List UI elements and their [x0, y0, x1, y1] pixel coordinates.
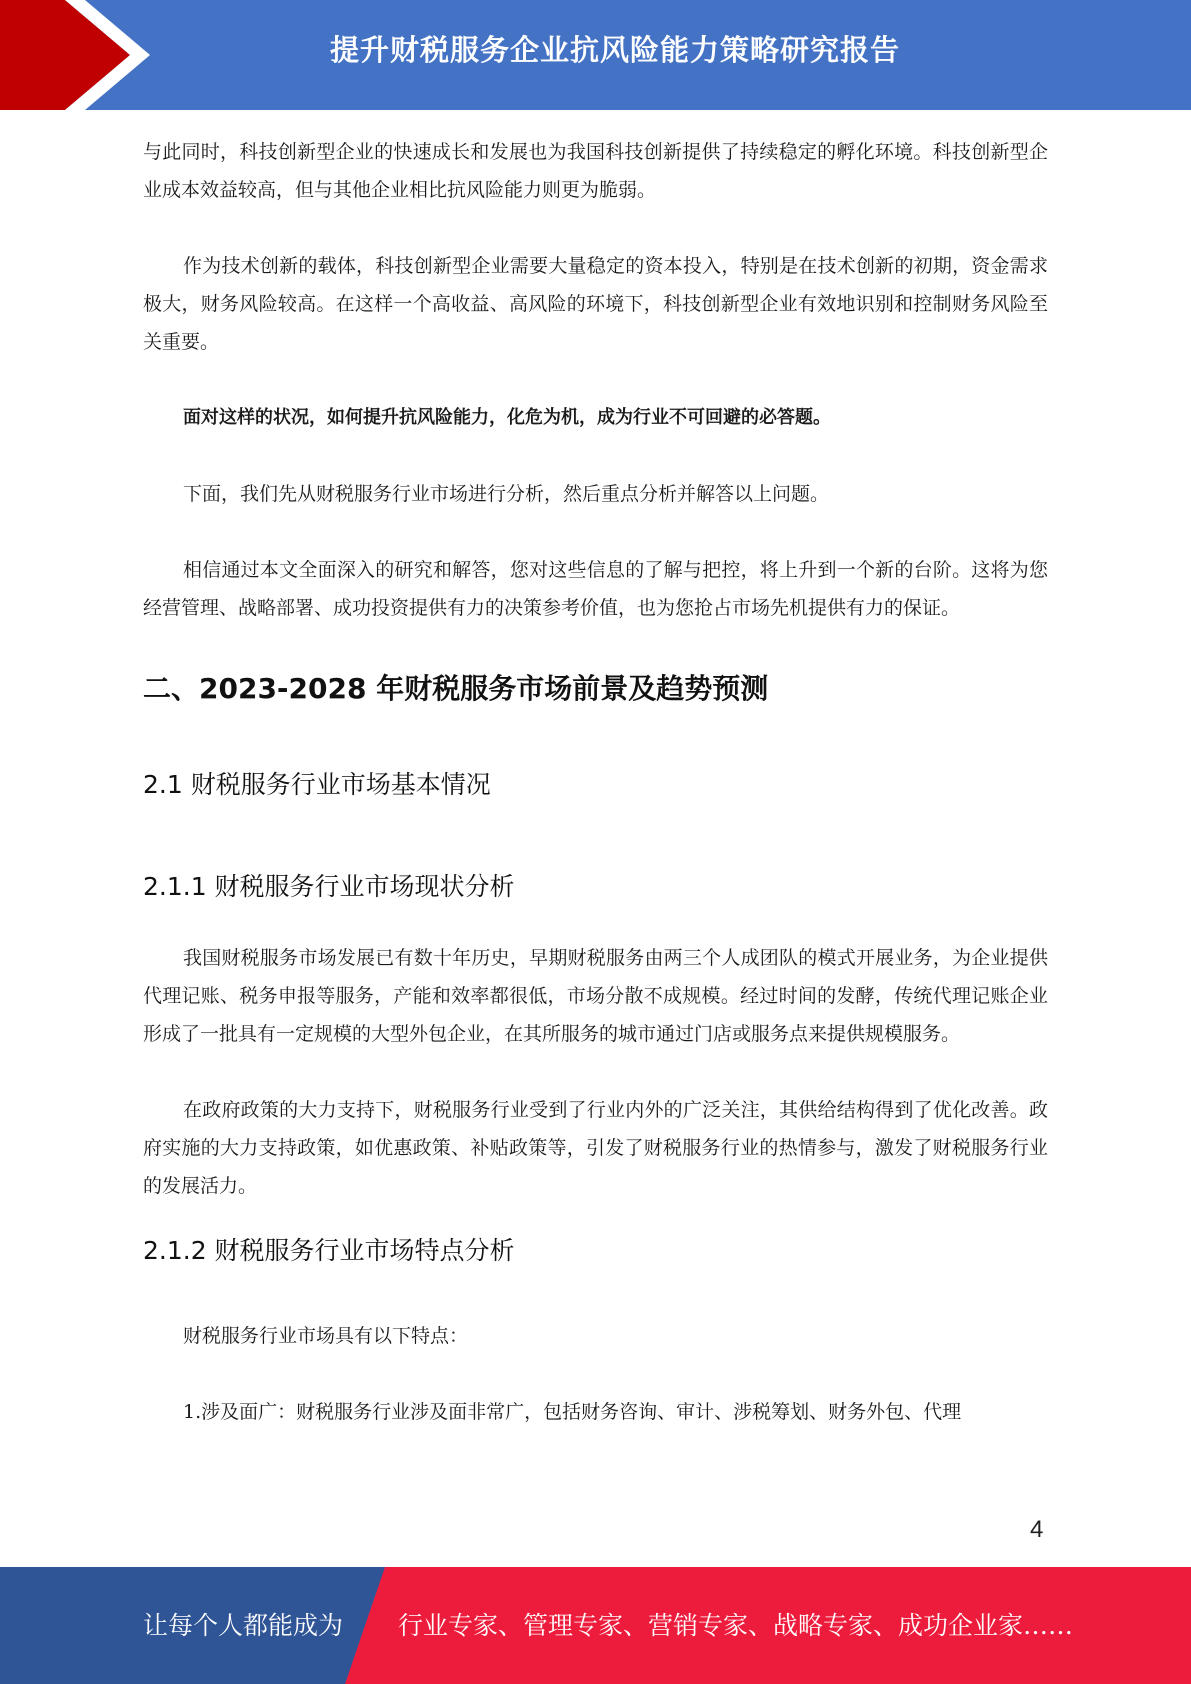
subsection-heading: 2.1 财税服务行业市场基本情况 [143, 770, 491, 799]
document-body [143, 133, 1048, 1431]
chevron-decoration [0, 0, 160, 110]
page-header [0, 0, 1191, 110]
paragraph: 财税服务行业市场具有以下特点： [183, 1325, 469, 1347]
highlight-paragraph: 面对这样的状况，如何提升抗风险能力，化危为机，成为行业不可回避的必答题。 [183, 407, 831, 428]
paragraph: 作为技术创新的载体，科技创新型企业需要大量稳定的资本投入，特别是在技术创新的初期，资金需求极大，财务风险较高。在这样一个高收益、高风险的环境下，科技创新型企业有效地识别和控制财务风险至关重要。 [143, 255, 1048, 353]
paragraph: 相信通过本文全面深入的研究和解答，您对这些信息的了解与把控，将上升到一个新的台阶。这将为您经营管理、战略部署、成功投资提供有力的决策参考价值，也为您抢占市场先机提供有力的保证。 [143, 559, 1048, 619]
page-footer [0, 1567, 1191, 1684]
page-number: 4 [1030, 1516, 1044, 1543]
section-heading: 二、2023-2028 年财税服务市场前景及趋势预测 [143, 672, 769, 705]
paragraph: 在政府政策的大力支持下，财税服务行业受到了行业内外的广泛关注，其供给结构得到了优化改善。政府实施的大力支持政策，如优惠政策、补贴政策等，引发了财税服务行业的热情参与，激发了财税服务行业的发展活力。 [143, 1099, 1048, 1197]
list-item: 1.涉及面广：财税服务行业涉及面非常广，包括财务咨询、审计、涉税筹划、财务外包、代理 [183, 1401, 962, 1423]
report-title: 提升财税服务企业抗风险能力策略研究报告 [329, 33, 900, 67]
subsubsection-heading: 2.1.1 财税服务行业市场现状分析 [143, 872, 515, 901]
paragraph: 我国财税服务市场发展已有数十年历史，早期财税服务由两三个人成团队的模式开展业务，为企业提供代理记账、税务申报等服务，产能和效率都很低，市场分散不成规模。经过时间的发酵，传统代理记账企业形成了一批具有一定规模的大型外包企业，在其所服务的城市通过门店或服务点来提供规模服务。 [143, 947, 1048, 1045]
paragraph: 与此同时，科技创新型企业的快速成长和发展也为我国科技创新提供了持续稳定的孵化环境。科技创新型企业成本效益较高，但与其他企业相比抗风险能力则更为脆弱。 [143, 141, 1048, 201]
footer-slogan-left: 让每个人都能成为 [143, 1611, 344, 1640]
subsubsection-heading: 2.1.2 财税服务行业市场特点分析 [143, 1236, 515, 1265]
footer-slogan-right: 行业专家、管理专家、营销专家、战略专家、成功企业家…… [398, 1611, 1074, 1640]
paragraph: 下面，我们先从财税服务行业市场进行分析，然后重点分析并解答以上问题。 [183, 483, 830, 505]
